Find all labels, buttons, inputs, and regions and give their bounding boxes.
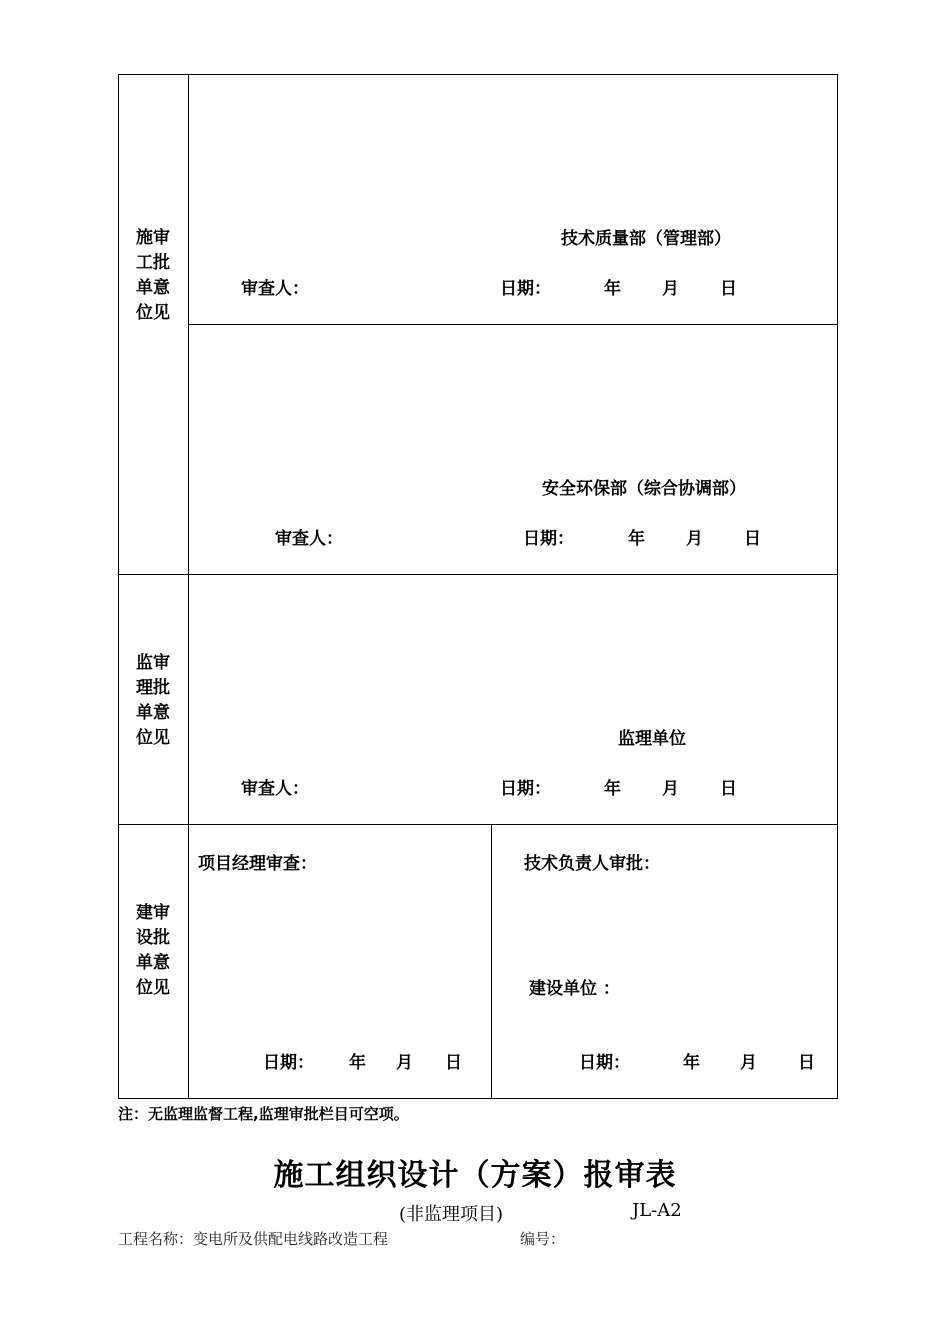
owner-right-date-label: 日期：: [579, 1053, 630, 1073]
supervision-unit-name: 监理单位: [618, 729, 686, 749]
tech-month-label: 月: [662, 279, 679, 299]
supervision-date-label: 日期：: [500, 779, 551, 799]
row-divider-tech-safety: [188, 324, 838, 325]
label-line: 理批: [136, 678, 170, 698]
label-line: 单意: [136, 953, 170, 973]
tech-reviewer-label: 审查人：: [241, 279, 309, 299]
supervision-day-label: 日: [720, 779, 737, 799]
supervision-month-label: 月: [662, 779, 679, 799]
form-code: JL-A2: [632, 1200, 682, 1221]
safety-date-label: 日期：: [523, 529, 574, 549]
label-line: 位见: [136, 303, 170, 323]
owner-left-day-label: 日: [445, 1053, 462, 1073]
safety-month-label: 月: [686, 529, 703, 549]
table-note: 注：无监理监督工程,监理审批栏目可空项。: [118, 1105, 409, 1123]
label-line: 位见: [136, 978, 170, 998]
owner-unit-label: [118, 901, 188, 1001]
supervision-reviewer-label: 审查人：: [241, 779, 309, 799]
owner-column-divider: [491, 824, 492, 1099]
owner-right-year-label: 年: [683, 1053, 700, 1073]
label-line: 单意: [136, 278, 170, 298]
construction-unit-label: [118, 226, 188, 326]
project-name: 工程名称：变电所及供配电线路改造工程: [118, 1230, 389, 1248]
table-border-top: [118, 74, 838, 75]
form-subtitle: (非监理项目): [399, 1204, 504, 1225]
label-line: 工批: [136, 253, 170, 273]
owner-left-date-label: 日期：: [263, 1053, 314, 1073]
row-divider-construction-supervision: [118, 574, 838, 575]
safety-env-dept: 安全环保部（综合协调部）: [542, 479, 746, 499]
number-label: 编号：: [520, 1230, 566, 1248]
owner-right-day-label: 日: [798, 1053, 815, 1073]
label-line: 建审: [136, 903, 170, 923]
tech-approval-label: 技术负责人审批：: [524, 854, 660, 874]
label-line: 设批: [136, 928, 170, 948]
form-title: 施工组织设计（方案）报审表: [273, 1158, 677, 1193]
safety-day-label: 日: [744, 529, 761, 549]
row-divider-supervision-owner: [118, 824, 838, 825]
owner-left-year-label: 年: [349, 1053, 366, 1073]
table-border-bottom: [118, 1098, 838, 1099]
label-line: 施审: [136, 228, 170, 248]
safety-year-label: 年: [628, 529, 645, 549]
tech-year-label: 年: [604, 279, 621, 299]
owner-left-month-label: 月: [396, 1053, 413, 1073]
owner-unit-name: 建设单位 ：: [529, 979, 620, 999]
table-border-right: [837, 74, 838, 1099]
tech-quality-dept: 技术质量部（管理部）: [561, 229, 731, 249]
label-line: 单意: [136, 703, 170, 723]
owner-right-month-label: 月: [740, 1053, 757, 1073]
pm-review-label: 项目经理审查：: [198, 854, 317, 874]
tech-date-label: 日期：: [500, 279, 551, 299]
label-column-divider: [188, 74, 189, 1099]
label-line: 监审: [136, 653, 170, 673]
supervision-year-label: 年: [604, 779, 621, 799]
tech-day-label: 日: [720, 279, 737, 299]
label-line: 位见: [136, 728, 170, 748]
safety-reviewer-label: 审查人：: [275, 529, 343, 549]
supervision-unit-label: [118, 651, 188, 751]
